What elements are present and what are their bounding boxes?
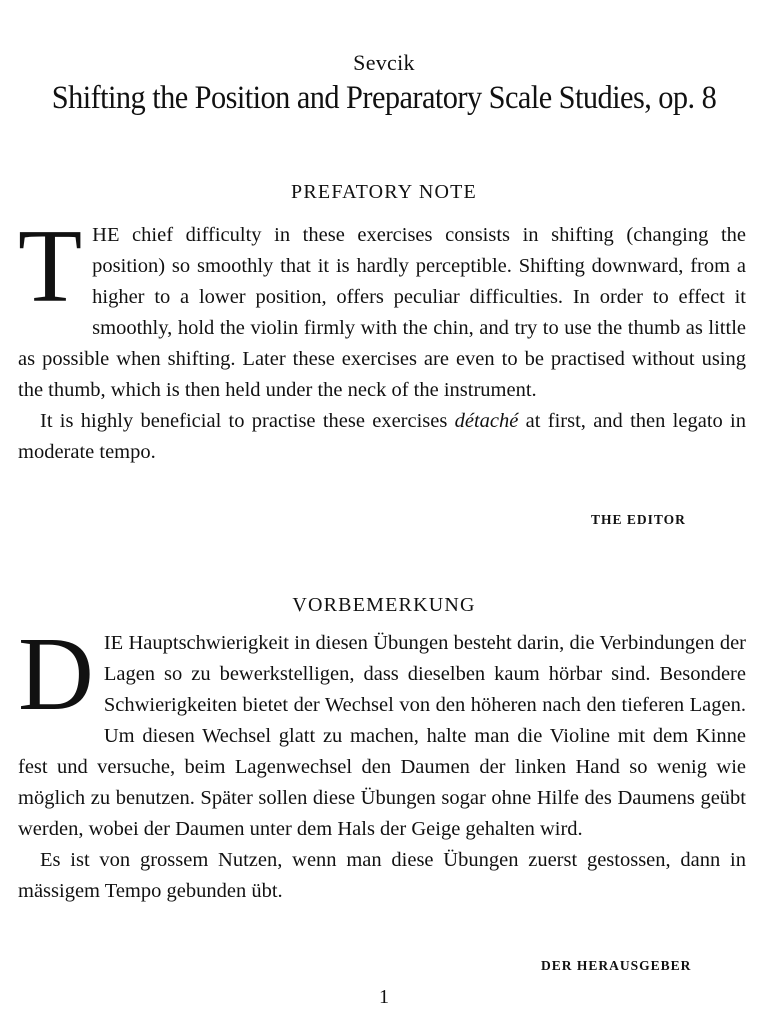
german-paragraph-2: Es ist von grossem Nutzen, wenn man diese Übungen zuerst gestossen, dann in mässigem Tempo gebunden übt. bbox=[18, 849, 746, 902]
german-paragraph-1 bbox=[18, 615, 746, 845]
english-paragraph-2 bbox=[18, 406, 746, 468]
document-title: Shifting the Position and Preparatory Scale Studies, op. 8 bbox=[51, 80, 717, 116]
english-dropcap: T bbox=[18, 207, 83, 324]
english-paragraph-2-text-a: It is highly beneficial to practise these exercises bbox=[40, 410, 455, 432]
german-signature: DER HERAUSGEBER bbox=[541, 958, 692, 973]
author-name: Sevcik bbox=[353, 50, 415, 75]
english-paragraph-1-text: HE chief difficulty in these exercises consists in shifting (changing the position) so smoothly that it is hardly perceptible. Shifting downward, from a higher to a lower position, offers peculiar difficulties. In order to effect it smoothly, hold the violin firmly with the chin, and try to use the thumb as little as possible when shifting. Later these exercises are even to be practised without using the thumb, which is then held under the neck of the instrument. bbox=[18, 224, 746, 401]
page-number: 1 bbox=[379, 986, 389, 1008]
german-section bbox=[18, 615, 746, 907]
english-paragraph-1 bbox=[18, 207, 746, 406]
german-heading: VORBEMERKUNG bbox=[292, 594, 476, 616]
german-dropcap: D bbox=[18, 615, 94, 732]
english-signature: THE EDITOR bbox=[591, 512, 686, 527]
english-section bbox=[18, 207, 746, 468]
english-paragraph-2-text-b: at first, and then legato in moderate tempo. bbox=[18, 410, 746, 463]
english-heading: PREFATORY NOTE bbox=[291, 181, 477, 203]
english-italic-term: détaché bbox=[454, 410, 519, 432]
german-paragraph-1-text: IE Hauptschwierigkeit in diesen Übungen besteht darin, die Verbindungen der Lagen so zu bewerkstelligen, dass dieselben kaum hörbar sind. Besondere Schwierigkeiten bietet der Wechsel von den höheren nach den tieferen Lagen. Um diesen Wechsel glatt zu machen, halte man die Violine mit dem Kinne fest und versuche, beim Lagenwechsel den Daumen der linken Hand so wenig wie möglich zu benutzen. Später sollen diese Übungen sogar ohne Hilfe des Daumens geübt werden, wobei der Daumen unter dem Hals der Geige gehalten wird. bbox=[18, 632, 746, 840]
